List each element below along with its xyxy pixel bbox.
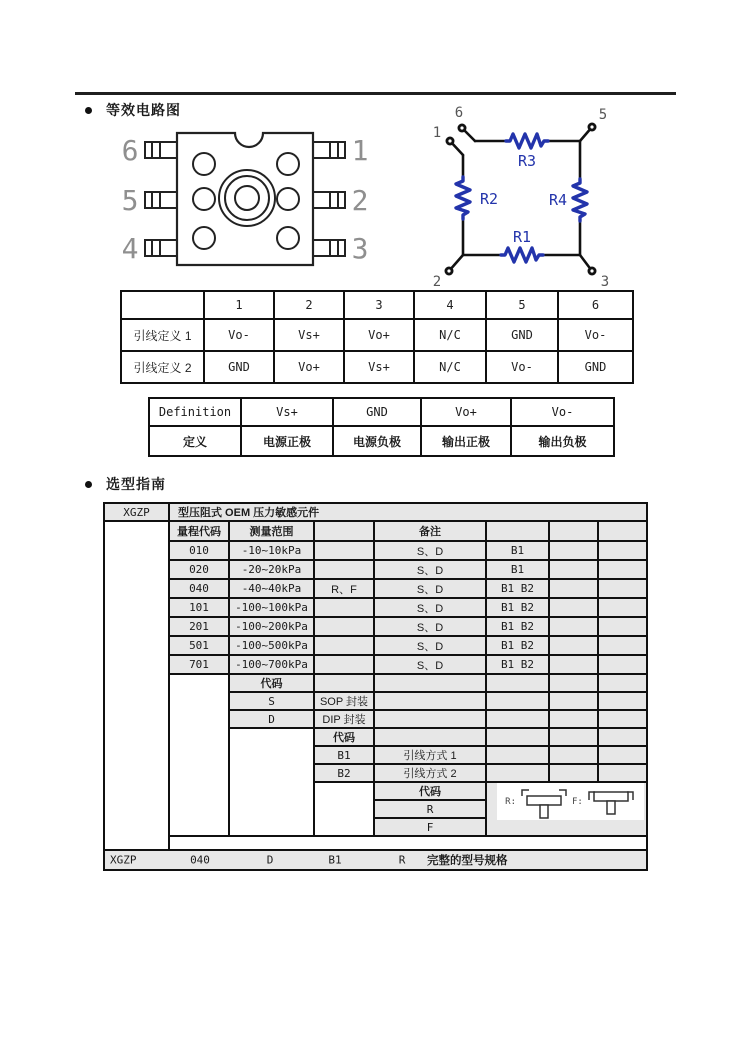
- blank-cell: [598, 674, 647, 692]
- footer-package: D: [266, 853, 274, 867]
- footer-port: R: [398, 853, 406, 867]
- pin-value: Vo+: [274, 351, 344, 383]
- package-options: S、D: [374, 541, 486, 560]
- pin-table-header-row: [121, 291, 633, 319]
- blank-cell: [486, 710, 549, 728]
- bullet-icon: [85, 107, 92, 114]
- port-options: R、F: [314, 579, 374, 598]
- footer-description: 完整的型号规格: [427, 855, 508, 867]
- blank-cell: [486, 764, 549, 782]
- range-row: [104, 636, 647, 655]
- pin-value: GND: [486, 319, 558, 351]
- label-r4: R4: [548, 191, 568, 209]
- blank-cell: [598, 692, 647, 710]
- table-row: [149, 398, 614, 426]
- col-header: 2: [274, 291, 344, 319]
- range-code: 701: [169, 655, 229, 674]
- pin-value: Vo-: [204, 319, 274, 351]
- wiring-desc: 引线方式 2: [374, 764, 486, 782]
- code-label: 代码: [314, 728, 374, 746]
- blank-cell: [549, 541, 598, 560]
- blank-cell: [549, 560, 598, 579]
- blank-cell: [598, 521, 647, 541]
- wiring-code: B2: [314, 764, 374, 782]
- port-r-label: R:: [505, 796, 516, 807]
- blank-cell: [486, 521, 549, 541]
- range-value: -20~20kPa: [229, 560, 314, 579]
- wiring-options: B1 B2: [486, 579, 549, 598]
- range-code: 101: [169, 598, 229, 617]
- blank-cell: [598, 560, 647, 579]
- blank-cell: [169, 836, 647, 850]
- wiring-options: B1: [486, 541, 549, 560]
- pin-value: GND: [204, 351, 274, 383]
- bullet-icon: [85, 481, 92, 488]
- blank-cell: [549, 521, 598, 541]
- range-code: 501: [169, 636, 229, 655]
- blank-cell: [598, 636, 647, 655]
- wiring-options: B1: [486, 560, 549, 579]
- blank-cell: [314, 521, 374, 541]
- col-header: 5: [486, 291, 558, 319]
- package-options: S、D: [374, 598, 486, 617]
- range-row: [104, 655, 647, 674]
- blank-cell: [598, 764, 647, 782]
- port-f-label: F:: [572, 796, 583, 807]
- blank-cell: [374, 710, 486, 728]
- port-options: [314, 541, 374, 560]
- range-value: -10~10kPa: [229, 541, 314, 560]
- package-code-header-row: [104, 674, 647, 692]
- bridge-resistor-labels: [480, 152, 567, 246]
- pin-definition-table: [120, 290, 634, 384]
- footer-range-code: 040: [190, 853, 210, 867]
- section-title: 等效电路图: [106, 102, 181, 118]
- range-code: 040: [169, 579, 229, 598]
- section-selection-guide-header: [85, 474, 166, 494]
- pin-label-6: 6: [121, 134, 139, 167]
- blank-cell: [486, 746, 549, 764]
- table-row: [121, 351, 633, 383]
- label-r1: R1: [512, 228, 532, 246]
- blank-cell: [549, 579, 598, 598]
- package-options: S、D: [374, 617, 486, 636]
- pin-label-2: 2: [351, 184, 369, 217]
- port-code: R: [374, 800, 486, 818]
- column-header-row: [104, 521, 647, 541]
- port-options: [314, 598, 374, 617]
- node-label-6: 6: [454, 105, 464, 121]
- blank-cell: [598, 617, 647, 636]
- blank-cell: [598, 710, 647, 728]
- definition-header: Definition: [149, 398, 241, 426]
- resistor-r4: [573, 179, 587, 221]
- col-header: 4: [414, 291, 486, 319]
- pin-value: N/C: [414, 351, 486, 383]
- pin-value: Vo-: [486, 351, 558, 383]
- blank-cell: [486, 674, 549, 692]
- blank-cell: [549, 598, 598, 617]
- package-options: S、D: [374, 579, 486, 598]
- col-header: 6: [558, 291, 633, 319]
- blank-cell: [549, 746, 598, 764]
- range-code-header: 量程代码: [169, 521, 229, 541]
- table-row: [149, 426, 614, 456]
- pin-value: Vo+: [344, 319, 414, 351]
- blank-cell: [486, 692, 549, 710]
- package-options: S、D: [374, 636, 486, 655]
- package-desc: DIP 封装: [314, 710, 374, 728]
- blank-cell: [549, 764, 598, 782]
- pin-value: GND: [558, 351, 633, 383]
- blank-cell: [374, 692, 486, 710]
- range-value: -100~700kPa: [229, 655, 314, 674]
- blank-cell: [598, 746, 647, 764]
- port-r-icon: [519, 784, 569, 820]
- blank-cell: [598, 655, 647, 674]
- range-row: [104, 598, 647, 617]
- blank-cell: [549, 710, 598, 728]
- blank-cell: [598, 728, 647, 746]
- signal-name: GND: [333, 398, 421, 426]
- package-options: S、D: [374, 655, 486, 674]
- pin-label-3: 3: [351, 232, 369, 265]
- port-orientation-image: [497, 783, 644, 820]
- pin-value: Vo-: [558, 319, 633, 351]
- blank-cell: [549, 692, 598, 710]
- model-code: XGZP: [104, 503, 169, 521]
- code-label: 代码: [229, 674, 314, 692]
- full-model-cell: [104, 850, 647, 870]
- package-desc: SOP 封装: [314, 692, 374, 710]
- signal-meaning: 输出负极: [511, 426, 614, 456]
- port-options: [314, 636, 374, 655]
- range-header: 测量范围: [229, 521, 314, 541]
- col-header: 3: [344, 291, 414, 319]
- range-value: -100~500kPa: [229, 636, 314, 655]
- wiring-options: B1 B2: [486, 617, 549, 636]
- range-value: -100~200kPa: [229, 617, 314, 636]
- meaning-label: 定义: [149, 426, 241, 456]
- remark-header: 备注: [374, 521, 486, 541]
- spacer-cell: [169, 674, 229, 836]
- blank-cell: [549, 655, 598, 674]
- range-code: 020: [169, 560, 229, 579]
- signal-name: Vs+: [241, 398, 333, 426]
- signal-meaning: 电源负极: [333, 426, 421, 456]
- range-code: 010: [169, 541, 229, 560]
- port-options: [314, 617, 374, 636]
- wiring-desc: 引线方式 1: [374, 746, 486, 764]
- range-value: -40~40kPa: [229, 579, 314, 598]
- resistor-r2: [456, 177, 470, 219]
- port-options: [314, 655, 374, 674]
- selection-guide-table: [103, 502, 648, 871]
- section-title: 选型指南: [106, 476, 166, 492]
- top-rule: [75, 92, 676, 95]
- node-label-3: 3: [600, 274, 610, 290]
- range-row: [104, 560, 647, 579]
- spacer-cell: [229, 728, 314, 836]
- wiring-options: B1 B2: [486, 655, 549, 674]
- blank-cell: [549, 728, 598, 746]
- signal-meaning: 输出正极: [421, 426, 511, 456]
- package-code: S: [229, 692, 314, 710]
- node-label-2: 2: [432, 274, 442, 290]
- pin-value: Vs+: [274, 319, 344, 351]
- bridge-circuit-diagram: [410, 98, 660, 290]
- package-code: D: [229, 710, 314, 728]
- signal-name: Vo-: [511, 398, 614, 426]
- signal-name: Vo+: [421, 398, 511, 426]
- row-label: 引线定义 2: [121, 351, 204, 383]
- blank-cell: [549, 617, 598, 636]
- wiring-options: B1 B2: [486, 636, 549, 655]
- blank-cell: [486, 728, 549, 746]
- signal-meaning: 电源正极: [241, 426, 333, 456]
- label-r3: R3: [517, 152, 537, 170]
- blank-cell: [374, 674, 486, 692]
- blank-cell: [598, 541, 647, 560]
- footer-model: XGZP: [110, 853, 137, 867]
- range-row: [104, 579, 647, 598]
- pin-label-5: 5: [121, 184, 139, 217]
- port-options: [314, 560, 374, 579]
- blank-cell: [549, 674, 598, 692]
- port-f-icon: [586, 784, 636, 820]
- wiring-options: B1 B2: [486, 598, 549, 617]
- blank-cell: [598, 598, 647, 617]
- package-options: S、D: [374, 560, 486, 579]
- pin-value: Vs+: [344, 351, 414, 383]
- blank-cell: [598, 579, 647, 598]
- blank-cell: [549, 636, 598, 655]
- blank-row: [104, 836, 647, 850]
- chip-package-diagram: [110, 110, 380, 285]
- row-label: 引线定义 1: [121, 319, 204, 351]
- code-label: 代码: [374, 782, 486, 800]
- col-header: 1: [204, 291, 274, 319]
- pin-value: N/C: [414, 319, 486, 351]
- pin-label-4: 4: [121, 232, 139, 265]
- blank-cell: [374, 728, 486, 746]
- range-row: [104, 617, 647, 636]
- range-value: -100~100kPa: [229, 598, 314, 617]
- wiring-code: B1: [314, 746, 374, 764]
- definition-table: [148, 397, 615, 457]
- full-model-row: [104, 850, 647, 870]
- label-r2: R2: [479, 190, 499, 208]
- chip-body: [177, 133, 313, 265]
- range-row: [104, 541, 647, 560]
- spacer-cell: [314, 782, 374, 836]
- pin-label-1: 1: [351, 134, 369, 167]
- corner-cell: [121, 291, 204, 319]
- node-label-5: 5: [598, 107, 608, 123]
- table-row: [121, 319, 633, 351]
- node-label-1: 1: [432, 125, 442, 141]
- footer-wiring: B1: [328, 853, 342, 867]
- port-code: F: [374, 818, 486, 836]
- resistor-r1: [501, 248, 543, 262]
- range-code: 201: [169, 617, 229, 636]
- resistor-r3: [506, 134, 548, 148]
- spacer-cell: [104, 521, 169, 850]
- model-description: 型压阻式 OEM 压力敏感元件: [169, 503, 647, 521]
- port-diagram-cell: [486, 782, 647, 836]
- model-row: [104, 503, 647, 521]
- blank-cell: [314, 674, 374, 692]
